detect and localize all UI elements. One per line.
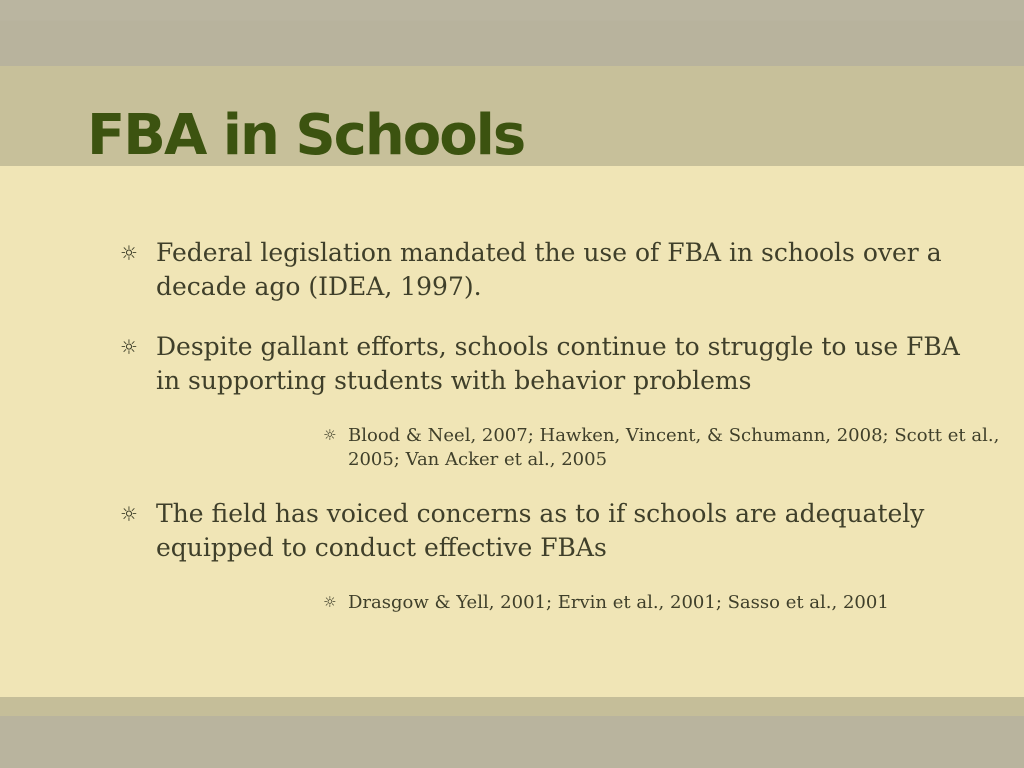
bullet-item	[120, 497, 980, 565]
sub-bullet-item	[323, 424, 1003, 472]
bullet-text: Despite gallant efforts, schools continue to struggle to use FBA in supporting students with behavior problems	[156, 332, 960, 395]
bullet-text: Federal legislation mandated the use of FBA in schools over a decade ago (IDEA, 1997).	[156, 238, 942, 301]
bottom-decorative-stripe	[0, 697, 1024, 716]
sub-bullet-item	[323, 591, 1003, 615]
sun-bullet-icon: ☼	[120, 241, 138, 265]
top-decorative-band	[0, 0, 1024, 66]
bullet-item	[120, 330, 980, 398]
sun-bullet-icon: ☼	[120, 335, 138, 359]
sun-bullet-icon: ☼	[323, 426, 337, 444]
sun-bullet-icon: ☼	[120, 502, 138, 526]
sun-bullet-icon: ☼	[323, 593, 337, 611]
bottom-decorative-band	[0, 716, 1024, 768]
citation-text: Blood & Neel, 2007; Hawken, Vincent, & Schumann, 2008; Scott et al., 2005; Van Acker et al., 2005	[348, 425, 1000, 470]
bullet-item	[120, 236, 980, 304]
slide-title: FBA in Schools	[87, 103, 525, 168]
bullet-text: The field has voiced concerns as to if schools are adequately equipped to conduct effective FBAs	[156, 499, 925, 562]
citation-text: Drasgow & Yell, 2001; Ervin et al., 2001; Sasso et al., 2001	[348, 592, 889, 613]
